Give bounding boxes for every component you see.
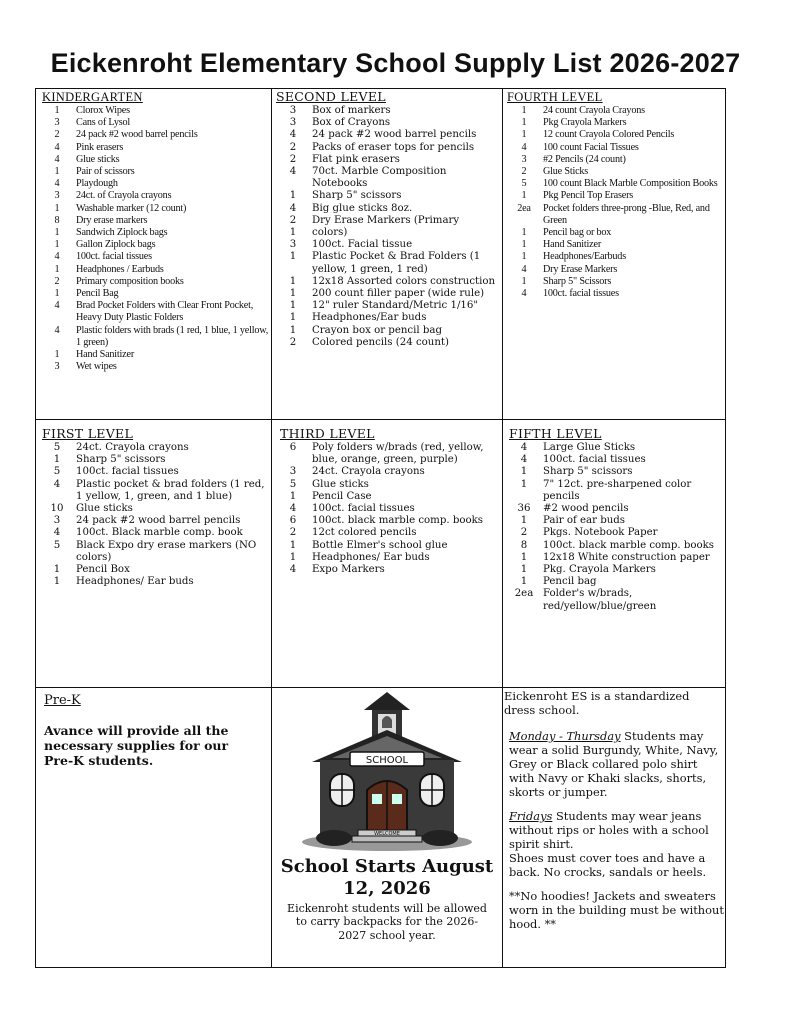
second-level-heading: SECOND LEVEL [276,89,386,104]
second-level-section [274,90,500,349]
first-level-list [38,442,270,588]
supply-item-quantity: 1 [521,227,527,239]
supply-item-description: 100ct. facial tissues [312,503,415,515]
dress-code-friday [509,809,724,851]
supply-item-quantity: 3 [289,239,297,251]
supply-item-quantity: 4 [54,178,60,190]
supply-item [274,312,500,324]
supply-item [505,466,725,478]
supply-item [38,190,270,202]
supply-item [38,227,270,239]
supply-item-description: Glue Sticks [543,166,589,178]
supply-item-quantity: 2 [54,129,60,141]
supply-item [274,503,500,515]
supply-item [38,564,270,576]
supply-item-description: Folder's w/brads, red/yellow/blue/green [543,588,657,612]
supply-item-quantity: 4 [521,263,527,275]
supply-item-quantity: 3 [289,466,297,478]
supply-item [505,552,725,564]
supply-item [38,264,270,276]
supply-item [505,154,725,166]
supply-item-quantity: 4 [521,288,527,300]
prek-section [36,693,270,768]
supply-item-quantity: 2 [289,527,297,539]
supply-item-quantity: 2 [520,527,528,539]
supply-item-description: Box of markers [312,105,391,116]
supply-item-quantity: 1 [520,466,528,478]
supply-item-quantity: 1 [289,551,297,563]
supply-item-description: 100ct. Black marble comp. book [76,527,243,539]
supply-item-quantity: 1 [289,275,297,287]
supply-item [38,325,270,349]
supply-item [274,154,500,166]
welcome-mat-text: WELCOME [374,831,400,837]
supply-item [38,454,270,466]
supply-item-description: Black Expo dry erase markers (NO colors) [76,539,257,563]
supply-item [505,203,725,227]
supply-item-quantity: 5 [289,478,297,490]
supply-item-quantity: 1 [54,239,60,251]
supply-item-description: Sharp 5" Scissors [543,275,612,287]
weekday-text: Students may wear a solid Burgundy, White, Navy, Grey or Black collared polo shirt with Navy or Khaki slacks, shorts, skorts or jumper. [509,729,719,799]
supply-item-description: 12" ruler Standard/Metric 1/16" [312,300,479,312]
fifth-level-heading: FIFTH LEVEL [509,426,602,441]
supply-item [38,466,270,478]
supply-item-quantity: 4 [54,251,60,263]
supply-item-description: Box of Crayons [312,117,391,129]
supply-item-quantity: 1 [289,490,297,502]
supply-item [274,251,500,275]
fourth-level-section [505,90,725,300]
supply-item [38,540,270,564]
supply-item-quantity: 3 [521,153,527,165]
supply-item [38,576,270,588]
supply-item-quantity: 5 [53,466,61,478]
supply-item-description: 100ct. black marble comp. books [312,515,484,527]
supply-item [274,215,500,227]
supply-item-description: 7" 12ct. pre-sharpened color pencils [543,478,692,502]
supply-item-description: Pencil Bag [76,288,119,300]
supply-item-description: Big glue sticks 8oz. [312,202,413,214]
supply-item-description: 200 count filler paper (wide rule) [312,288,485,300]
supply-item-description: Headphones/Ear buds [312,312,427,324]
supply-item-description: Washable marker (12 count) [76,202,187,214]
kindergarten-heading: KINDERGARTEN [42,90,143,104]
supply-item-quantity: 1 [54,166,60,178]
supply-item-quantity: 5 [53,442,61,453]
supply-item [505,288,725,300]
supply-item [505,142,725,154]
supply-item-quantity: 2ea [517,202,531,214]
supply-item-quantity: 8 [54,214,60,226]
supply-item-quantity: 1 [520,551,528,563]
supply-item-quantity: 1 [521,105,527,116]
supply-item-description: 24ct. of Crayola crayons [76,190,172,202]
supply-item-description: Poly folders w/brads (red, yellow, blue, orange, green, purple) [312,442,484,466]
supply-item [505,454,725,466]
supply-item-description: Pencil bag [543,576,597,588]
supply-item-description: Clorox Wipes [76,105,130,116]
supply-item-quantity: 4 [521,141,527,153]
supply-item-quantity: 1 [521,239,527,251]
supply-item-description: Expo Markers [312,564,385,576]
third-level-heading: THIRD LEVEL [280,426,375,441]
supply-item-description: Headphones / Earbuds [76,263,164,275]
supply-item [505,264,725,276]
supply-item-description: Headphones/ Ear buds [312,551,430,563]
supply-item-quantity: 1 [289,300,297,312]
supply-item-quantity: 2 [289,214,297,226]
supply-item-quantity: 10 [50,503,64,515]
school-start-heading: School Starts August 12, 2026 [280,856,494,899]
fourth-level-list [505,105,725,300]
supply-item [505,588,725,612]
supply-item-description: Playdough [76,178,118,190]
supply-item [274,117,500,129]
supply-item-description: Plastic Pocket & Brad Folders (1 yellow, 1 green, 1 red) [312,251,481,275]
supply-item-description: Wet wipes [76,361,117,373]
grid-divider [36,419,725,420]
supply-item [505,527,725,539]
supply-item-quantity: 6 [289,515,297,527]
supply-item-description: Flat pink erasers [312,153,400,165]
supply-item-quantity: 3 [54,190,60,202]
supply-item-description: Packs of eraser tops for pencils [312,141,475,153]
dress-code-intro: Eickenroht ES is a standardized dress school. [504,689,690,717]
supply-item-quantity: 1 [53,454,61,466]
supply-item [274,491,500,503]
supply-item [274,239,500,251]
supply-item-description: 24 count Crayola Crayons [543,105,645,116]
supply-item-description: Pencil Case [312,490,372,502]
supply-item-description: Pkg Crayola Markers [543,117,627,129]
supply-item-quantity: 3 [289,105,297,116]
supply-item-quantity: 1 [54,227,60,239]
supply-item [505,190,725,202]
fourth-level-heading: FOURTH LEVEL [507,90,603,104]
supply-item-quantity: 4 [289,564,297,576]
supply-item-quantity: 36 [517,503,531,515]
third-level-section [274,427,500,576]
supply-item-quantity: 1 [289,539,297,551]
supply-item [274,337,500,349]
supply-item-description: Pair of ear buds [543,515,626,527]
supply-item-quantity: 1 [520,478,528,490]
school-sign-text: SCHOOL [365,755,409,766]
friday-text: Students may wear jeans without rips or holes with a school spirit shirt. [509,809,709,851]
supply-item-quantity: 1 [521,190,527,202]
supply-item [38,361,270,373]
supply-item-description: Bottle Elmer's school glue [312,539,448,551]
supply-item-quantity: 4 [53,527,61,539]
supply-item-quantity: 4 [54,324,60,336]
supply-item-description: Dry Erase Markers [543,263,618,275]
supply-item-quantity: 1 [520,564,528,576]
supply-item-description: Sharp 5" scissors [76,454,166,466]
supply-item [38,142,270,154]
supply-item-quantity: 1 [54,288,60,300]
supply-item-description: Pink erasers [76,141,124,153]
supply-item-quantity: 1 [520,515,528,527]
supply-item-quantity: 2 [521,166,527,178]
supply-item [505,503,725,515]
supply-item-quantity: 4 [54,141,60,153]
supply-item-description: Plastic folders with brads (1 red, 1 blue, 1 yellow, 1 green) [76,324,269,348]
supply-item-quantity: 4 [289,503,297,515]
supply-item-quantity: 2 [289,336,297,348]
supply-item-description: 24 pack #2 wood barrel pencils [312,129,477,141]
supply-item-quantity: 6 [289,442,297,453]
supply-grid [35,88,726,968]
supply-item-description: 100 count Facial Tissues [543,141,639,153]
supply-item-description: #2 wood pencils [543,503,629,515]
supply-item-description: Pkg. Crayola Markers [543,564,656,576]
kindergarten-list [38,105,270,373]
supply-item-description: Glue sticks [76,503,133,515]
supply-item [505,178,725,190]
supply-item-description: #2 Pencils (24 count) [543,153,626,165]
dress-code-weekday [509,729,724,799]
supply-item-description: Pair of scissors [76,166,135,178]
supply-item-quantity: 1 [289,227,297,239]
supply-item-description: 24 pack #2 wood barrel pencils [76,515,241,527]
supply-item-quantity: 1 [54,202,60,214]
supply-item-description: 12x18 White construction paper [543,551,710,563]
supply-item-description: 100ct. facial tissues [543,454,646,466]
supply-item-description: Headphones/Earbuds [543,251,626,263]
supply-item [274,166,500,190]
supply-item-description: 24 pack #2 wood barrel pencils [76,129,198,141]
supply-item [38,166,270,178]
supply-item [274,564,500,576]
supply-item-description: Brad Pocket Folders with Clear Front Pocket, Heavy Duty Plastic Folders [76,300,254,324]
supply-item [38,515,270,527]
dress-code-shoes: Shoes must cover toes and have a back. No crocks, sandals or heels. [509,851,707,879]
supply-item-quantity: 4 [289,166,297,178]
supply-item-description: Pkg Pencil Top Erasers [543,190,634,202]
supply-item-quantity: 1 [520,576,528,588]
fifth-level-list [505,442,725,613]
supply-item-description: 12ct colored pencils [312,527,417,539]
supply-item [38,154,270,166]
supply-item-description: Dry erase markers [76,214,148,226]
prek-text: Avance will provide all the necessary supplies for our Pre-K students. [44,723,229,769]
supply-item-quantity: 4 [520,454,528,466]
supply-item-description: Hand Sanitizer [543,239,602,251]
supply-item-description: 100ct. black marble comp. books [543,539,715,551]
supply-item-quantity: 1 [289,312,297,324]
supply-item [38,527,270,539]
supply-item-quantity: 3 [53,515,61,527]
supply-item [505,239,725,251]
supply-item-description: Sharp 5" scissors [543,466,633,478]
supply-item [38,300,270,324]
supply-item [274,466,500,478]
supply-item-description: Pkgs. Notebook Paper [543,527,658,539]
supply-item [505,276,725,288]
supply-item-description: Gallon Ziplock bags [76,239,156,251]
supply-item-description: 12x18 Assorted colors construction [312,275,496,287]
supply-item [505,540,725,552]
supply-item-quantity: 1 [289,251,297,263]
supply-item [274,203,500,215]
dress-code-hoodies: **No hoodies! Jackets and sweaters worn in the building must be without hood. ** [509,889,724,931]
supply-item [505,515,725,527]
supply-item-quantity: 1 [289,288,297,300]
supply-item-quantity: 3 [54,361,60,373]
supply-item [274,527,500,539]
supply-item-quantity: 1 [53,564,61,576]
supply-item-quantity: 1 [521,275,527,287]
supply-item-description: 100 count Black Marble Composition Books [543,178,718,190]
supply-item-description: 24ct. Crayola crayons [312,466,425,478]
supply-item-quantity: 1 [521,117,527,129]
third-level-list [274,442,500,576]
supply-item-quantity: 5 [53,539,61,551]
supply-item [505,479,725,503]
supply-item-description: Plastic pocket & brad folders (1 red, 1 yellow, 1, green, and 1 blue) [76,478,265,502]
schoolhouse-illustration [272,690,502,855]
prek-heading: Pre-K [44,693,81,708]
supply-item [274,276,500,288]
supply-item [274,190,500,202]
supply-item-quantity: 3 [289,117,297,129]
supply-item-description: 24ct. Crayola crayons [76,442,189,453]
supply-item-quantity: 1 [289,324,297,336]
supply-item [38,203,270,215]
supply-item [38,276,270,288]
supply-item [505,251,725,263]
page-title: Eickenroht Elementary School Supply List 2026-2027 [50,48,741,78]
supply-item-quantity: 1 [54,349,60,361]
supply-item-description: 100ct. facial tissues [76,466,179,478]
supply-item [505,117,725,129]
supply-item-description: Crayon box or pencil bag [312,324,442,336]
supply-item [274,442,500,466]
supply-item-description: Primary composition books [76,275,184,287]
supply-item-quantity: 4 [289,129,297,141]
supply-item [505,442,725,454]
supply-item [505,105,725,117]
kindergarten-section [38,90,270,373]
first-level-section [38,427,270,588]
supply-item-quantity: 4 [520,442,528,453]
supply-item [505,227,725,239]
supply-item [38,215,270,227]
supply-item-description: Glue sticks [76,153,120,165]
supply-item-quantity: 4 [54,300,60,312]
supply-item [274,515,500,527]
supply-item [38,479,270,503]
supply-item-quantity: 2 [289,153,297,165]
supply-item-description: Hand Sanitizer [76,349,135,361]
dress-code-section [504,689,724,941]
first-level-heading: FIRST LEVEL [42,426,134,441]
supply-item-description: Dry Erase Markers (Primary [312,214,460,226]
supply-item [274,479,500,491]
supply-item [38,288,270,300]
backpack-note: Eickenroht students will be allowed to carry backpacks for the 2026-2027 school year. [287,902,487,942]
supply-item-description: 100ct. Facial tissue [312,239,413,251]
supply-item-description: colors) [312,227,348,239]
supply-item-quantity: 1 [53,576,61,588]
supply-item [38,117,270,129]
supply-item [505,166,725,178]
supply-item-quantity: 4 [53,478,61,490]
supply-item [38,129,270,141]
supply-item-quantity: 4 [54,153,60,165]
supply-item [274,227,500,239]
supply-item-description: Sharp 5" scissors [312,190,402,202]
supply-item [274,325,500,337]
supply-item [505,564,725,576]
supply-item [274,105,500,117]
supply-item [505,129,725,141]
supply-item [274,288,500,300]
friday-label: Fridays [509,809,553,823]
supply-item-quantity: 1 [521,251,527,263]
supply-item-quantity: 5 [521,178,527,190]
weekday-label: Monday - Thursday [509,729,621,743]
supply-item-description: Sandwich Ziplock bags [76,227,168,239]
supply-item-quantity: 8 [520,539,528,551]
supply-item [274,540,500,552]
supply-item-quantity: 4 [289,202,297,214]
supply-item [38,349,270,361]
supply-item-quantity: 3 [54,117,60,129]
supply-item-description: 70ct. Marble Composition Notebooks [312,166,447,190]
supply-item [38,251,270,263]
supply-item-description: 12 count Crayola Colored Pencils [543,129,675,141]
supply-item-description: Pencil Box [76,564,130,576]
grid-divider [502,89,503,967]
supply-item-description: Cans of Lysol [76,117,130,129]
supply-item [38,105,270,117]
supply-item-quantity: 1 [289,190,297,202]
supply-item [505,576,725,588]
supply-item-description: Headphones/ Ear buds [76,576,194,588]
supply-item [274,552,500,564]
supply-item [274,129,500,141]
supply-item [38,503,270,515]
supply-item-quantity: 1 [54,263,60,275]
supply-item-description: Large Glue Sticks [543,442,636,453]
supply-item-description: Colored pencils (24 count) [312,336,449,348]
second-level-list [274,105,500,349]
supply-item [38,239,270,251]
supply-item [274,300,500,312]
supply-item [274,142,500,154]
supply-item-quantity: 1 [521,129,527,141]
fifth-level-section [505,427,725,613]
supply-item-description: Glue sticks [312,478,369,490]
supply-item-description: 100ct. facial tissues [76,251,152,263]
supply-item [38,442,270,454]
supply-item-description: Pocket folders three-prong -Blue, Red, and Green [543,202,710,226]
supply-item-quantity: 2 [54,275,60,287]
supply-item-description: Pencil bag or box [543,227,612,239]
supply-item [38,178,270,190]
school-section [272,688,502,968]
supply-item-quantity: 2 [289,141,297,153]
supply-item-quantity: 2ea [514,588,534,600]
supply-item-quantity: 1 [54,105,60,116]
supply-item-description: 100ct. facial tissues [543,288,619,300]
